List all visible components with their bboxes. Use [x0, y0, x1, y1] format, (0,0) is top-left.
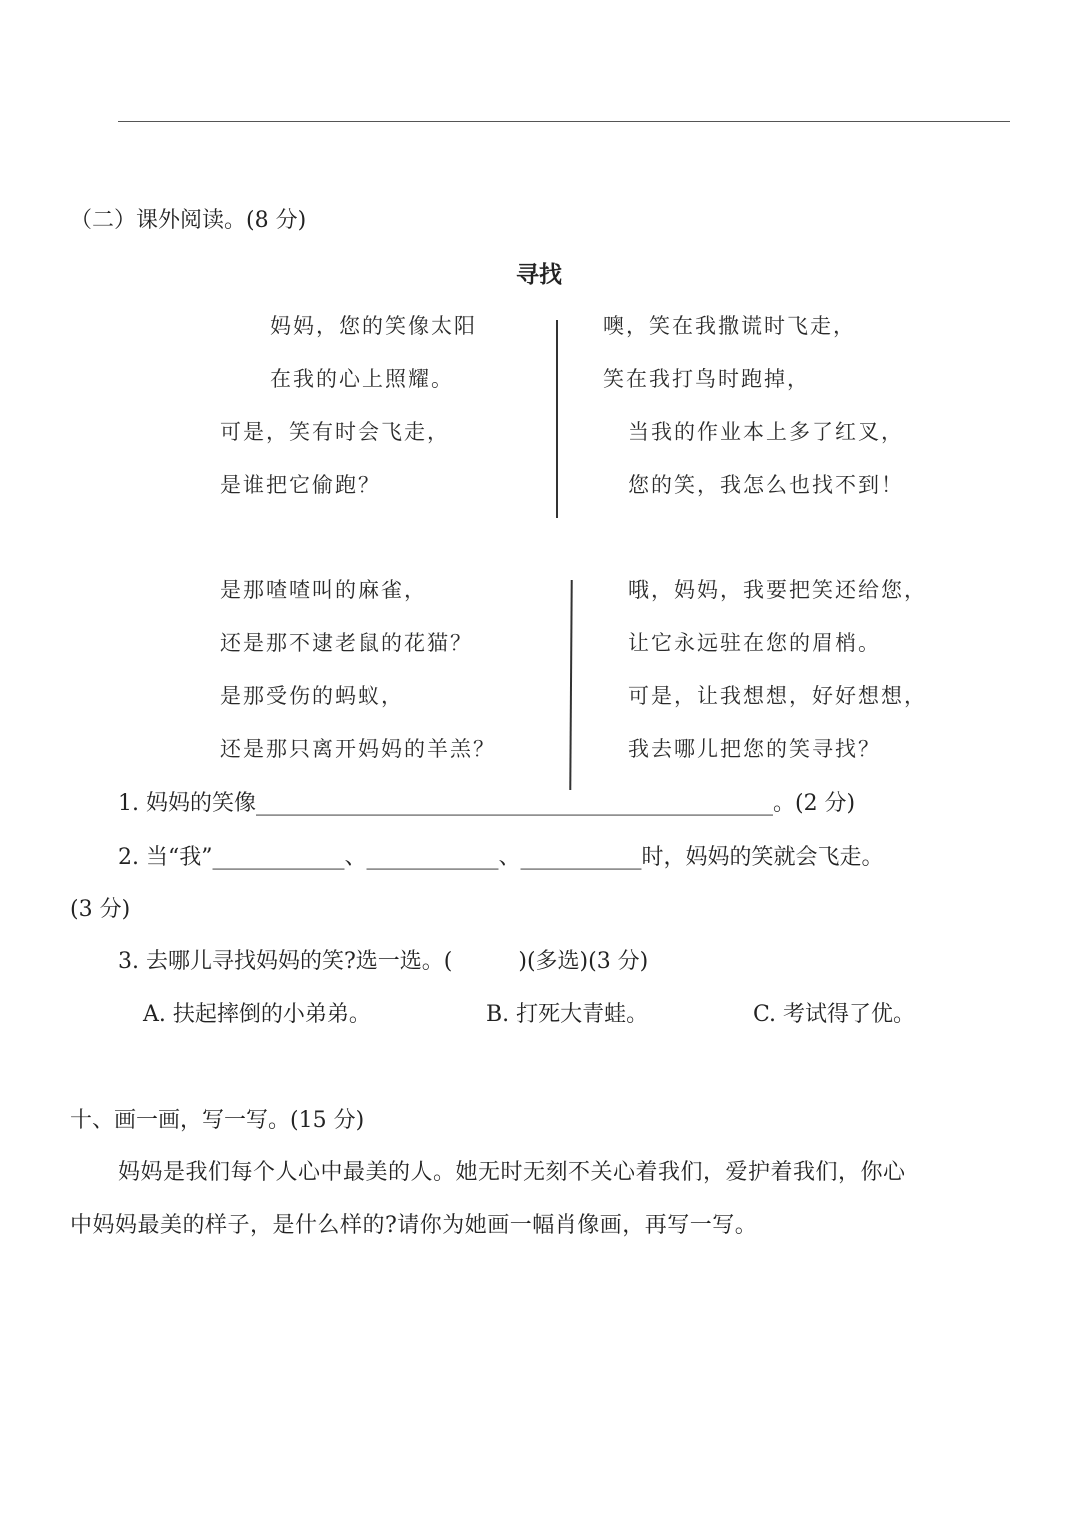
answer-line — [118, 121, 1010, 122]
instruction-paragraph: 中妈妈最美的样子，是什么样的?请你为她画一幅肖像画，再写一写。 — [70, 1213, 758, 1238]
question-1: 1. 妈妈的笑像_______________________________________________。(2 分) — [118, 791, 856, 816]
poem-line: 您的笑，我怎么也找不到！ — [628, 473, 904, 497]
instruction-paragraph: 妈妈是我们每个人心中最美的人。她无时无刻不关心着我们，爱护着我们，你心 — [118, 1160, 906, 1185]
poem-line: 在我的心上照耀。 — [270, 367, 454, 391]
question-2: 2. 当“我”____________、____________、___________时，妈妈的笑就会飞走。 — [118, 845, 884, 870]
poem-line: 可是，让我想想，好好想想， — [628, 684, 927, 708]
question-2-score: (3 分) — [70, 897, 131, 922]
poem-line: 哦，妈妈，我要把笑还给您， — [628, 578, 927, 602]
option-a: A. 扶起摔倒的小弟弟。 — [143, 1002, 371, 1027]
poem-line: 是谁把它偷跑？ — [220, 473, 381, 497]
poem-line: 当我的作业本上多了红叉， — [628, 420, 904, 444]
reading-section-title: （二）课外阅读。(8 分) — [70, 208, 307, 233]
poem-line: 妈妈，您的笑像太阳 — [270, 314, 477, 338]
poem-line: 可是，笑有时会飞走， — [220, 420, 450, 444]
column-divider — [556, 320, 558, 518]
option-c: C. 考试得了优。 — [753, 1002, 916, 1027]
column-divider — [569, 580, 572, 790]
poem-line: 还是那只离开妈妈的羊羔？ — [220, 737, 496, 761]
poem-line: 噢，笑在我撒谎时飞走， — [603, 314, 856, 338]
poem-line: 笑在我打鸟时跑掉， — [603, 367, 810, 391]
poem-title: 寻找 — [516, 261, 562, 288]
poem-line: 让它永远驻在您的眉梢。 — [628, 631, 881, 655]
option-b: B. 打死大青蛙。 — [486, 1002, 649, 1027]
drawing-section-title: 十、画一画，写一写。(15 分) — [70, 1108, 365, 1133]
poem-line: 我去哪儿把您的笑寻找？ — [628, 737, 881, 761]
poem-line: 还是那不逮老鼠的花猫？ — [220, 631, 473, 655]
poem-line: 是那喳喳叫的麻雀， — [220, 578, 427, 602]
poem-line: 是那受伤的蚂蚁， — [220, 684, 404, 708]
question-3: 3. 去哪儿寻找妈妈的笑?选一选。( )(多选)(3 分) — [118, 949, 649, 974]
